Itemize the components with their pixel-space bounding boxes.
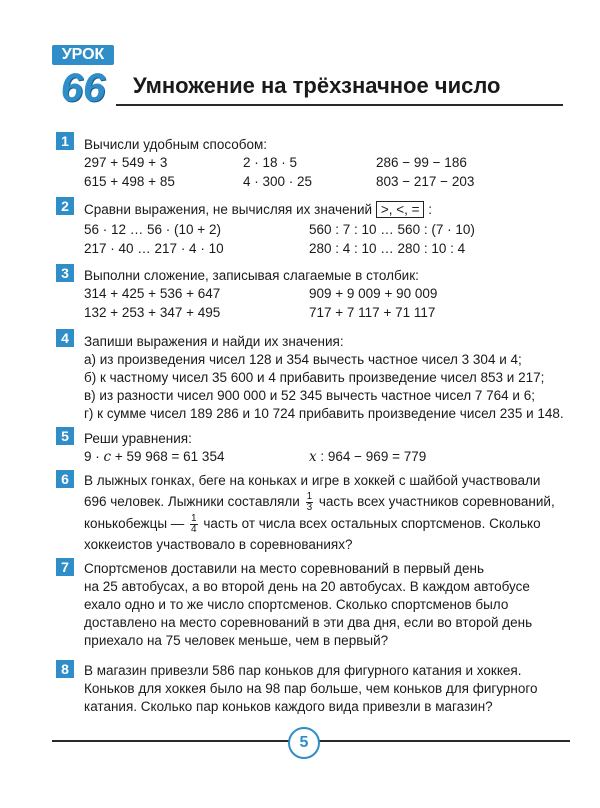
task-number: 8 [56, 660, 74, 678]
expression: 297 + 549 + 3 [84, 155, 168, 170]
fraction-denominator: 3 [306, 502, 313, 513]
expression: 909 + 9 009 + 90 009 [309, 286, 438, 301]
task-7 [56, 558, 566, 653]
comparison: 217 · 40 … 217 · 4 · 10 [84, 241, 224, 256]
task-5 [56, 427, 566, 469]
task-text: 696 человек. Лыжники составляли [84, 494, 300, 510]
task-4 [56, 329, 566, 424]
task-text: хоккеистов участвовало в соревнованиях? [84, 537, 353, 552]
task-number: 7 [56, 558, 74, 576]
expression: 286 − 99 − 186 [376, 155, 467, 170]
task-text: В магазин привезли 586 пар коньков для фигурного катания и хоккея. [84, 663, 522, 678]
page-title: Умножение на трёхзначное число [133, 73, 501, 98]
expression: 615 + 498 + 85 [84, 174, 175, 189]
comparison: 560 : 7 : 10 … 560 : (7 · 10) [309, 222, 475, 237]
task-2 [56, 197, 566, 257]
task-text: приехало на 75 человек меньше, чем в первый? [84, 633, 389, 648]
task-prompt: Сравни выражения, не вычисляя их значений [84, 202, 373, 217]
task-text: ехало одно и то же число спортсменов. Сколько спортсменов было [84, 597, 509, 612]
lesson-number: 66 [60, 66, 106, 110]
task-number: 1 [56, 132, 74, 150]
task-prompt: Реши уравнения: [84, 431, 192, 446]
equation-1 [84, 448, 224, 466]
expression: 803 − 217 − 203 [376, 174, 475, 189]
task-number: 3 [56, 264, 74, 282]
task-number: 5 [56, 427, 74, 445]
fraction-denominator: 4 [191, 524, 197, 535]
expression: 2 · 18 · 5 [243, 155, 298, 170]
task-prompt: Запиши выражения и найди их значения: [84, 334, 344, 349]
comparison-signs: >, <, = [376, 201, 425, 218]
lesson-word: УРОК [52, 45, 114, 65]
task-number: 6 [56, 470, 74, 488]
equation-part: 9 · [84, 449, 100, 464]
task-item: г) к сумме чисел 189 286 и 10 724 прибавить произведение чисел 235 и 148. [84, 406, 564, 421]
task-text: часть от числа всех остальных спортсменов. Сколько [203, 516, 541, 532]
fraction-numerator: 1 [191, 513, 197, 524]
task-item: а) из произведения чисел 128 и 354 вычесть частное чисел 3 304 и 4; [84, 352, 522, 367]
equation-variable: x [309, 449, 317, 465]
task-number: 2 [56, 197, 74, 215]
equation-part: : 964 − 969 = 779 [320, 449, 427, 464]
task-prompt-line [84, 201, 432, 219]
equation-2 [309, 448, 426, 466]
task-text: доставлено на место соревнований в эти два дня, если во второй день [84, 615, 533, 630]
lesson-badge [52, 45, 114, 111]
task-8 [56, 660, 566, 720]
prompt-colon: : [428, 202, 433, 217]
expression: 4 · 300 · 25 [243, 174, 313, 189]
task-text-line [84, 492, 555, 513]
task-text: часть всех участников соревнований, [318, 494, 555, 510]
expression: 132 + 253 + 347 + 495 [84, 305, 221, 320]
task-1 [56, 132, 566, 192]
task-6 [56, 470, 566, 555]
expression: 314 + 425 + 536 + 647 [84, 286, 221, 301]
task-text: катания. Сколько пар коньков каждого вида привезли в магазин? [84, 699, 493, 714]
task-text: Коньков для хоккея было на 98 пар больше, чем коньков для фигурного [84, 681, 538, 696]
task-text: конькобежцы — [84, 516, 185, 532]
task-item: б) к частному чисел 35 600 и 4 прибавить произведение чисел 853 и 217; [84, 370, 545, 385]
fraction [190, 514, 198, 535]
page-number: 5 [288, 727, 320, 759]
task-prompt: Выполни сложение, записывая слагаемые в столбик: [84, 268, 419, 283]
equation-variable: c [103, 449, 112, 465]
fraction [306, 492, 314, 513]
task-prompt: Вычисли удобным способом: [84, 137, 268, 152]
task-item: в) из разности чисел 900 000 и 52 345 вычесть частное чисел 7 764 и 6; [84, 388, 535, 403]
comparison: 280 : 4 : 10 … 280 : 10 : 4 [309, 241, 466, 256]
task-text: Спортсменов доставили на место соревнований в первый день [84, 561, 485, 576]
task-text: на 25 автобусах, а во второй день на 20 автобусах. В каждом автобусе [84, 579, 530, 594]
comparison: 56 · 12 … 56 · (10 + 2) [84, 222, 221, 237]
expression: 717 + 7 117 + 71 117 [309, 305, 436, 320]
title-divider [116, 104, 563, 106]
equation-part: + 59 968 = 61 354 [114, 449, 225, 464]
task-number: 4 [56, 329, 74, 347]
task-text-line [84, 514, 541, 535]
task-text: В лыжных гонках, беге на коньках и игре в хоккей с шайбой участвовали [84, 473, 541, 488]
task-3 [56, 264, 566, 324]
fraction-numerator: 1 [306, 491, 313, 502]
